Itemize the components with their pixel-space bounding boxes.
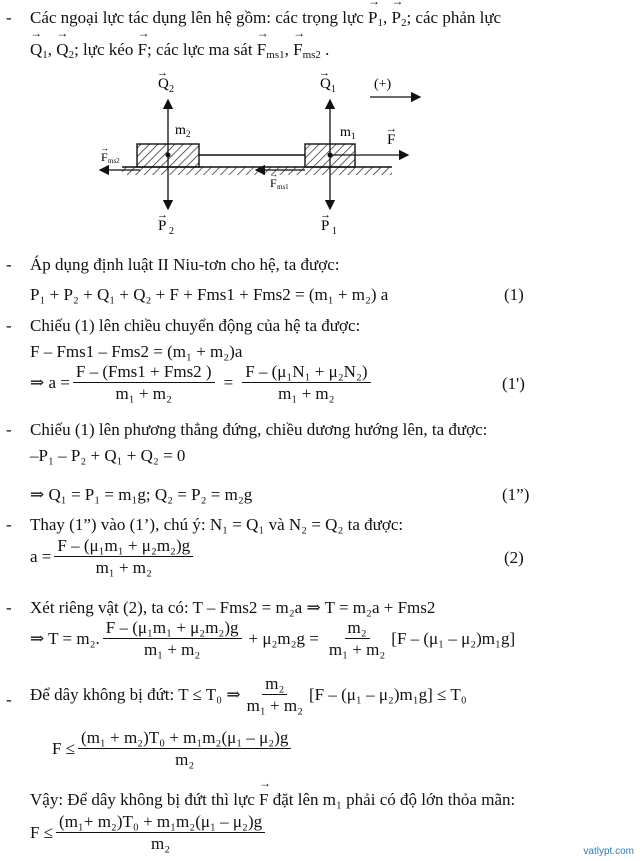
svg-text:1: 1 (332, 226, 337, 237)
label-m2 (175, 123, 191, 139)
label-Q2 (157, 67, 174, 95)
label-P1 (320, 209, 337, 237)
label-Fms2 (100, 143, 120, 165)
svg-text:2: 2 (169, 226, 174, 237)
svg-text:→: → (157, 67, 168, 79)
svg-text:F: F (101, 150, 108, 164)
subst-dash: - (6, 515, 12, 534)
proj1-tag: (1') (502, 374, 525, 393)
vec-Q2: → Q (56, 40, 68, 60)
svg-text:→: → (100, 143, 109, 153)
proj2-dash: - (6, 420, 12, 439)
obj2-eq: ⇒ T = m₂. $\frac{\text{F – (μ₁m₁ + μ₂m₂)g}}{\text{m₁ + m₂}}$ + μ₂m₂g = $\frac{\text{m₂}}{\text{m₁ + m₂}}$ [F – (μ₁ – μ₂)m₁g] (30, 618, 516, 659)
intro-line-1: Các ngoại lực tác dụng lên hệ gồm: các trọng lực → $P_1$, → $P_2$; các phản lực (30, 8, 501, 28)
newton-dash: - (6, 255, 12, 274)
svg-text:ms2: ms2 (108, 157, 120, 165)
label-Q1 (319, 67, 336, 95)
svg-text:F: F (270, 176, 277, 190)
newton-tag: (1) (504, 285, 524, 304)
conclusion-eq: F ≤ $\frac{\text{(m₁+ m₂)T₀ + m₁m₂(μ₁ – μ₂)g}}{\text{m₂}}$ (30, 812, 268, 853)
svg-text:m: m (340, 125, 351, 140)
svg-text:→: → (386, 123, 397, 135)
svg-text:F: F (387, 132, 396, 148)
svg-text:1: 1 (331, 84, 336, 95)
svg-text:→: → (157, 209, 168, 221)
vec-F: → F (138, 40, 147, 60)
newton-text: Áp dụng định luật II Niu-tơn cho hệ, ta được: (30, 255, 340, 274)
svg-text:Q: Q (158, 76, 169, 92)
vec-P2: → P (391, 8, 400, 28)
proj1-frac1: $\frac{\text{F – (Fms1 + Fms2 )}}{\text{m₁ + m₂}}$ (73, 362, 215, 403)
obj2-text: Xét riêng vật (2), ta có: T – Fms2 = m₂a ⇒ T = m₂a + Fms2 (30, 598, 436, 617)
svg-text:→: → (320, 209, 331, 221)
svg-text:ms1: ms1 (277, 183, 289, 191)
svg-text:2: 2 (186, 129, 191, 139)
obj2-frac1: $\frac{\text{F – (μ₁m₁ + μ₂m₂)g}}{\text{m₁ + m₂}}$ (103, 618, 242, 659)
conclusion-frac: $\frac{\text{(m₁+ m₂)T₀ + m₁m₂(μ₁ – μ₂)g}}{\text{m₂}}$ (56, 812, 265, 853)
svg-text:2: 2 (169, 84, 174, 95)
intro-text-2: ; các phản lực (406, 8, 502, 27)
cond-frac1: $\frac{\text{m₂}}{\text{m₁ + m₂}}$ (246, 674, 303, 715)
proj2-eq1: –P₁ – P₂ + Q₁ + Q₂ = 0 (30, 446, 186, 465)
proj1-dash: - (6, 316, 12, 335)
intro-text-1: Các ngoại lực tác dụng lên hệ gồm: các trọng lực (30, 8, 369, 27)
cond-eq1: Để dây không bị đứt: T ≤ T₀ ⇒ $\frac{\text{m₂}}{\text{m₁ + m₂}}$ [F – (μ₁ – μ₂)m₁g] ≤ T₀ (30, 674, 467, 715)
vec-Q1: → Q (30, 40, 42, 60)
intro-line-2: → $Q_1$, → $Q_2$; lực kéo → F; các lực ma sát → $F_{ms1}$, → $F_{ms2}$ . (30, 40, 329, 60)
ground-surface (122, 167, 392, 175)
intro-dash: - (6, 8, 12, 27)
subst-tag: (2) (504, 548, 524, 567)
conclusion-text: Vậy: Để dây không bị đứt thì lực → F đặt lên m₁ phải có độ lớn thỏa mãn: (30, 790, 515, 810)
obj2-dash: - (6, 598, 12, 617)
vec-Fms2: → F (293, 40, 302, 60)
label-F (386, 123, 397, 148)
svg-text:1: 1 (351, 131, 356, 141)
newton-equation: P₁ + P₂ + Q₁ + Q₂ + F + Fms1 + Fms2 = (m₁ + m₂) a (30, 285, 389, 304)
svg-text:→: → (319, 67, 330, 79)
subst-text: Thay (1”) vào (1’), chú ý: N₁ = Q₁ và N₂ = Q₂ ta được: (30, 515, 404, 534)
svg-text:→: → (269, 169, 278, 179)
cond-dash: - (6, 690, 12, 709)
label-m1 (340, 125, 356, 141)
svg-text:P: P (158, 218, 167, 234)
proj1-eq2: ⇒ a = $\frac{\text{F – (Fms1 + Fms2 )}}{\text{m₁ + m₂}}$ = $\frac{\text{F – (μ₁N₁ + μ₂N₂)}}{\text{m₁ + m₂}}$ (30, 362, 374, 403)
obj2-frac2: $\frac{\text{m₂}}{\text{m₁ + m₂}}$ (328, 618, 386, 659)
proj1-text: Chiếu (1) lên chiều chuyển động của hệ ta được: (30, 316, 361, 335)
proj1-frac2: $\frac{\text{F – (μ₁N₁ + μ₂N₂)}}{\text{m₁ + m₂}}$ (242, 362, 370, 403)
proj2-text: Chiếu (1) lên phương thẳng đứng, chiều dương hướng lên, ta được: (30, 420, 488, 439)
svg-text:m: m (175, 123, 186, 138)
proj2-tag: (1”) (502, 485, 530, 504)
subst-frac: $\frac{\text{F – (μ₁m₁ + μ₂m₂)g}}{\text{m₁ + m₂}}$ (54, 536, 193, 577)
subst-eq: a = $\frac{\text{F – (μ₁m₁ + μ₂m₂)g}}{\text{m₁ + m₂}}$ (30, 536, 196, 577)
watermark: vatlypt.com (583, 846, 634, 857)
vec-Fms1: → F (257, 40, 266, 60)
cond-frac2: $\frac{\text{(m₁ + m₂)T₀ + m₁m₂(μ₁ – μ₂)g}}{\text{m₂}}$ (78, 728, 291, 769)
vec-F-conclusion: → F (259, 790, 268, 810)
label-P2 (157, 209, 174, 237)
vec-P1: → P (368, 8, 377, 28)
label-plus: (+) (374, 77, 392, 92)
proj2-eq2: ⇒ Q₁ = P₁ = m₁g; Q₂ = P₂ = m₂g (30, 485, 253, 504)
proj1-eq1: F – Fms1 – Fms2 = (m₁ + m₂)a (30, 342, 243, 361)
cond-eq2: F ≤ $\frac{\text{(m₁ + m₂)T₀ + m₁m₂(μ₁ – μ₂)g}}{\text{m₂}}$ (52, 728, 294, 769)
svg-text:P: P (321, 218, 330, 234)
svg-text:Q: Q (320, 76, 331, 92)
force-diagram (0, 64, 640, 250)
